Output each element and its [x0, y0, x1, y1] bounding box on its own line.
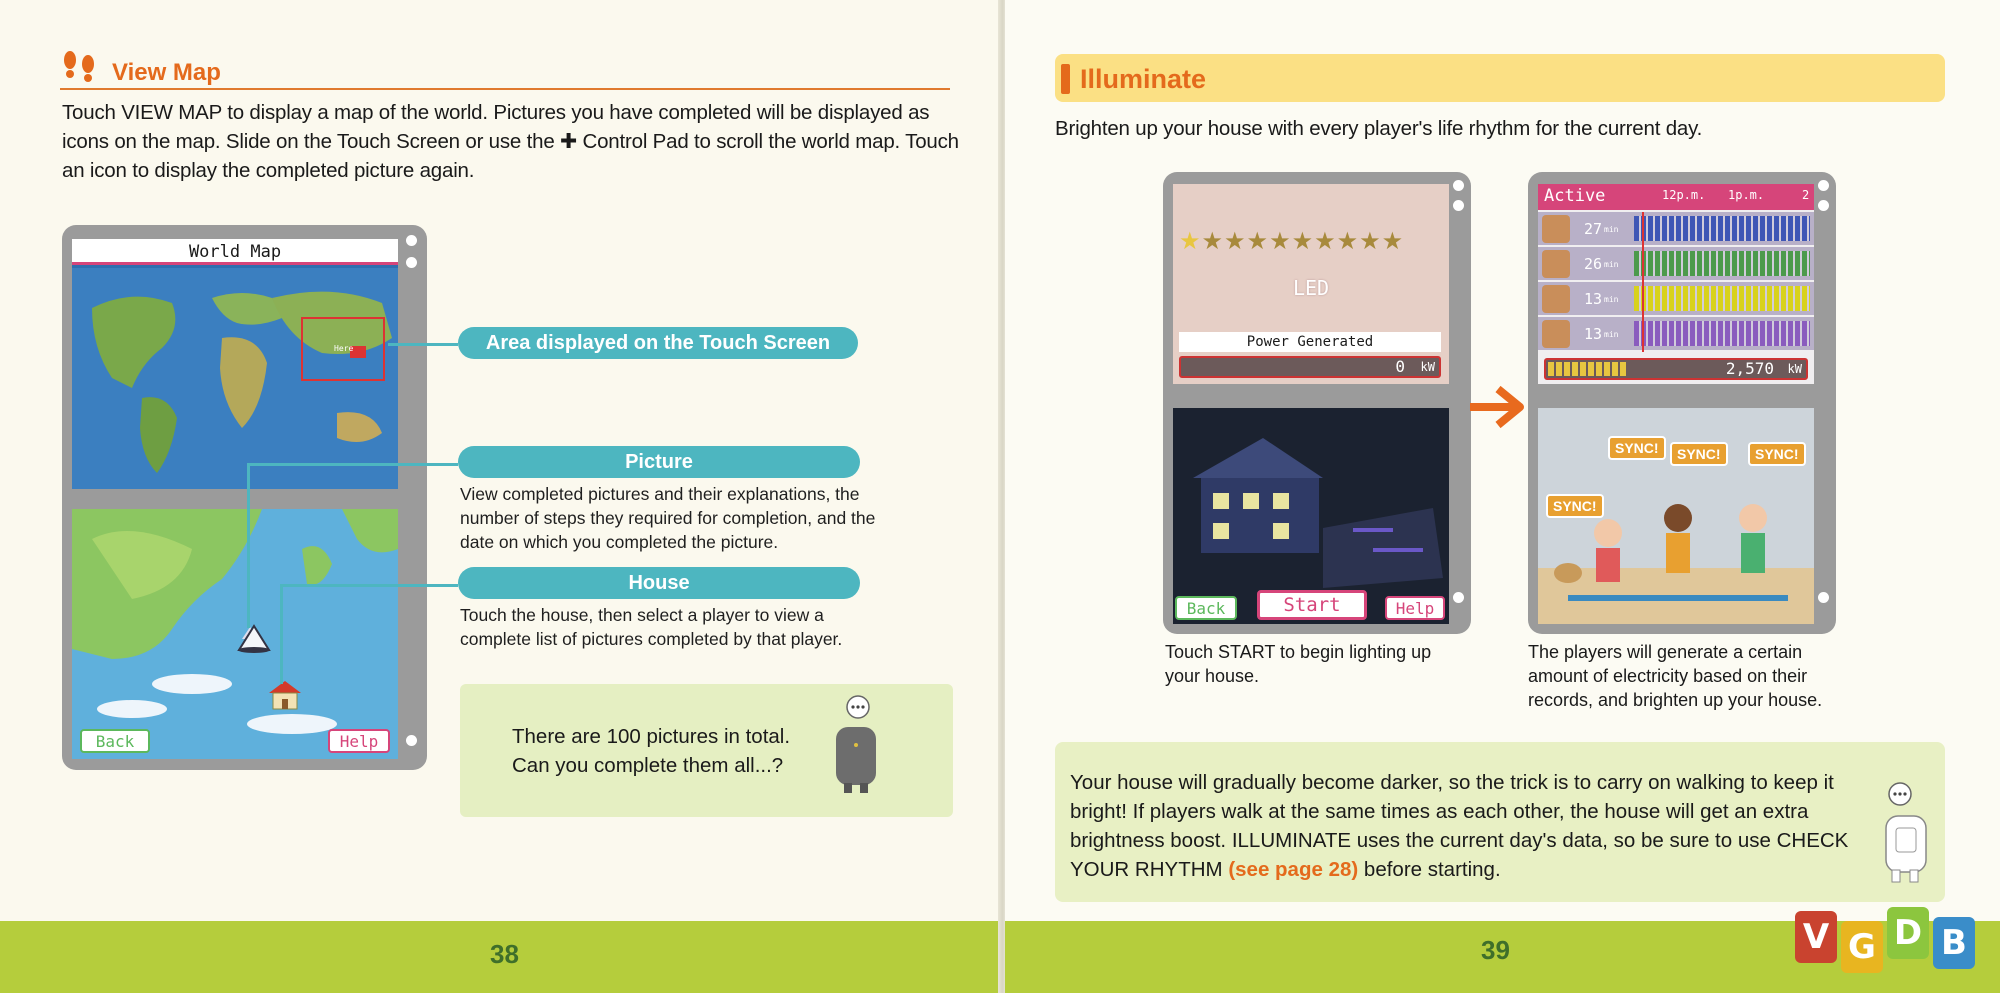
star-icon: ★: [1314, 228, 1336, 255]
rhythm-header: [1538, 184, 1814, 210]
callout-area-displayed: Area displayed on the Touch Screen: [458, 327, 858, 359]
power-meter: [1544, 358, 1808, 380]
caption-start: Touch START to begin lighting up your house.: [1165, 642, 1432, 686]
logo-tile: B: [1933, 917, 1975, 969]
arrow-right-icon: [1468, 385, 1528, 429]
zoomed-map-image: [72, 509, 398, 759]
rhythm-bar: [1634, 251, 1810, 276]
intro-text: Brighten up your house with every player's life rhythm for the current day.: [1055, 117, 1703, 140]
avatar: [1542, 250, 1570, 278]
back-button[interactable]: Back: [1175, 596, 1237, 620]
active-minutes: 13: [1584, 325, 1603, 343]
sync-badge: SYNC!: [1748, 442, 1806, 466]
player-row: [1538, 317, 1814, 350]
time-label: 1p.m.: [1728, 188, 1765, 202]
star-icon: ★: [1224, 228, 1246, 255]
intro-text: Touch VIEW MAP to display a map of the world. Pictures you have completed will be displayed as icons on the map. Slide on the Touch Screen or use the ✚ Control Pad to scroll the world map. Touch an icon to display the completed picture again.: [62, 101, 959, 182]
player-rhythm-list: [1538, 212, 1814, 352]
star-icon: ★: [1201, 228, 1224, 255]
logo-tile: G: [1841, 921, 1883, 973]
minutes-unit: min: [1604, 330, 1619, 339]
help-button[interactable]: Help: [328, 729, 390, 753]
map-marker-label: Here: [334, 344, 354, 353]
leader-line: [247, 463, 458, 466]
power-unit: kW: [1787, 362, 1802, 376]
frame-dot: [1453, 200, 1464, 211]
avatar: [1542, 285, 1570, 313]
rhythm-bar: [1634, 321, 1810, 346]
leader-line: [388, 343, 458, 346]
tip-text-main: Your house will gradually become darker, so the trick is to carry on walking to keep it bright! If players walk at the same times as each other, the house will get an extra brightness boost. ILLUMINATE uses the current day's data, so be sure to use CHECK YOUR RHYTHM: [1070, 771, 1849, 881]
bottom-screen: [1538, 408, 1814, 624]
page-number: 38: [490, 939, 519, 969]
logo-tile: D: [1887, 907, 1929, 959]
section-title: Illuminate: [1080, 64, 1207, 94]
frame-dot: [1453, 592, 1464, 603]
vgdb-watermark-logo: [1795, 907, 1985, 977]
screen-title: World Map: [72, 239, 398, 265]
help-button[interactable]: Help: [1385, 596, 1445, 620]
minutes-unit: min: [1604, 225, 1619, 234]
frame-dot: [1818, 592, 1829, 603]
touch-screen[interactable]: [1173, 408, 1449, 624]
top-screen: [1538, 184, 1814, 384]
active-minutes: 13: [1584, 290, 1603, 308]
time-label: 2: [1802, 188, 1810, 202]
world-map-screenshot: [62, 225, 427, 770]
minutes-unit: min: [1604, 260, 1619, 269]
callout-house: House: [458, 567, 860, 599]
leader-line: [280, 584, 458, 587]
page-reference-link[interactable]: (see page 28): [1228, 858, 1359, 881]
view-map-heading: [60, 48, 950, 90]
callout-picture: Picture: [458, 446, 860, 478]
leader-line: [280, 584, 283, 684]
star-icon: ★: [1359, 228, 1381, 255]
house-icon[interactable]: [267, 679, 303, 711]
footprints-icon: [60, 50, 102, 84]
player-row: [1538, 282, 1814, 315]
tip-text: There are 100 pictures in total. Can you complete them all...?: [512, 725, 791, 777]
rating-stars: [1179, 230, 1449, 254]
heading-marker: [1061, 64, 1070, 94]
back-button[interactable]: Back: [80, 729, 150, 753]
sync-badge: SYNC!: [1670, 442, 1728, 466]
pedometer-mascot-icon: [828, 695, 884, 795]
avatar: [1542, 215, 1570, 243]
power-label: Power Generated: [1179, 332, 1441, 352]
pedometer-mascot-icon: [1876, 782, 1936, 886]
footer-band: [0, 921, 1000, 993]
star-icon: ★: [1269, 228, 1291, 255]
active-minutes: 27: [1584, 220, 1603, 238]
active-label: Active: [1544, 186, 1606, 206]
frame-dot: [406, 235, 417, 246]
world-map-image: [72, 268, 398, 489]
logo-tile: V: [1795, 911, 1837, 963]
illuminate-result-screenshot: [1528, 172, 1836, 634]
minutes-unit: min: [1604, 295, 1619, 304]
rhythm-bar: [1634, 286, 1810, 311]
time-label: 12p.m.: [1662, 188, 1706, 202]
caption-result: The players will generate a certain amount of electricity based on their records, and brighten up your house.: [1528, 642, 1823, 710]
page-number: 39: [1481, 935, 1510, 965]
current-time-line: [1642, 212, 1644, 352]
star-icon: ★: [1246, 228, 1269, 255]
star-icon: ★: [1291, 228, 1314, 255]
frame-dot: [1818, 180, 1829, 191]
power-value: 2,570: [1725, 359, 1774, 378]
frame-dot: [406, 257, 417, 268]
top-screen: [72, 239, 398, 489]
player-row: [1538, 212, 1814, 245]
touch-screen[interactable]: [72, 509, 398, 759]
sync-badge: SYNC!: [1608, 436, 1666, 460]
frame-dot: [406, 735, 417, 746]
section-title: View Map: [112, 59, 221, 86]
callout-picture-desc: View completed pictures and their explanations, the number of steps they required for completion, and the date on which you completed the picture.: [460, 484, 876, 552]
avatar: [1542, 320, 1570, 348]
start-button[interactable]: Start: [1257, 590, 1367, 620]
player-row: [1538, 247, 1814, 280]
leader-line: [247, 463, 250, 628]
illuminate-start-screenshot: [1163, 172, 1471, 634]
rhythm-bar: [1634, 216, 1810, 241]
power-fill: [1548, 362, 1628, 376]
bulb-type-label: LED: [1292, 276, 1330, 300]
star-icon: ★: [1179, 228, 1201, 255]
power-value: 0: [1395, 357, 1405, 376]
callout-house-desc: Touch the house, then select a player to view a complete list of pictures completed by that player.: [460, 605, 843, 649]
star-icon: ★: [1381, 228, 1404, 255]
sync-badge: SYNC!: [1546, 494, 1604, 518]
frame-dot: [1453, 180, 1464, 191]
power-meter: [1179, 356, 1441, 378]
frame-dot: [1818, 200, 1829, 211]
picture-icon[interactable]: [237, 624, 271, 654]
top-screen: [1173, 184, 1449, 384]
tip-text: [1070, 768, 1860, 884]
tip-text-end: before starting.: [1358, 858, 1501, 881]
active-minutes: 26: [1584, 255, 1603, 273]
star-icon: ★: [1336, 228, 1359, 255]
power-unit: kW: [1420, 360, 1435, 374]
